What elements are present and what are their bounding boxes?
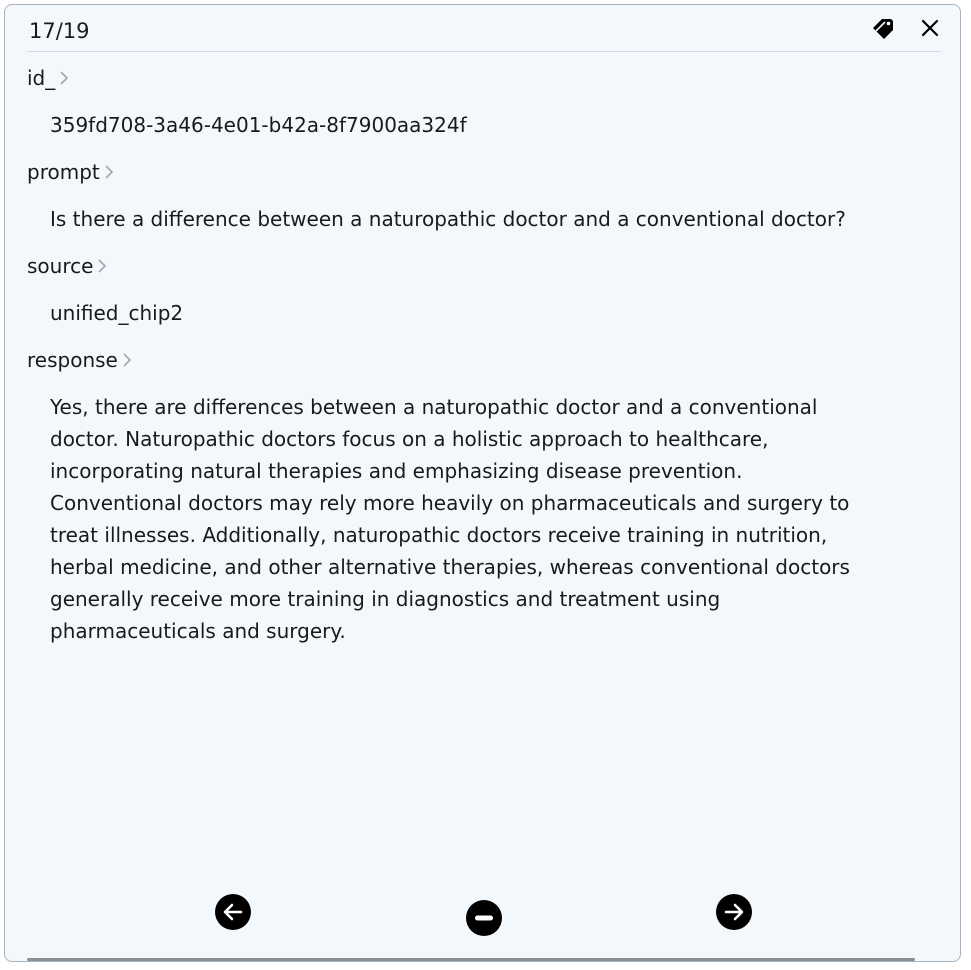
- close-icon: [917, 15, 943, 41]
- remove-button[interactable]: [466, 900, 502, 936]
- chevron-right-icon[interactable]: [97, 257, 107, 275]
- record-counter: 17/19: [29, 19, 90, 43]
- header-bar: [27, 5, 941, 52]
- response-line: pharmaceuticals and surgery.: [50, 619, 346, 643]
- arrow-right-icon: [716, 894, 752, 930]
- tag-icon: [869, 15, 897, 43]
- field-key-response: [27, 347, 132, 373]
- field-value-response: [50, 391, 895, 647]
- field-key-source: [27, 253, 107, 279]
- vertical-scrollbar[interactable]: [960, 45, 961, 931]
- response-line: treat illnesses. Additionally, naturopathic doctors receive training in nutrition,: [50, 523, 828, 547]
- chevron-right-icon[interactable]: [122, 351, 132, 369]
- field-key-id: [27, 65, 69, 91]
- field-key-prompt: [27, 159, 114, 185]
- response-line: incorporating natural therapies and emphasizing disease prevention.: [50, 459, 743, 483]
- next-button[interactable]: [716, 894, 752, 930]
- field-value-source: unified_chip2: [50, 301, 184, 325]
- horizontal-scrollbar[interactable]: [27, 958, 915, 961]
- field-key-label: response: [27, 348, 118, 372]
- minus-circle-icon: [466, 900, 502, 936]
- tag-button[interactable]: [869, 15, 897, 43]
- previous-button[interactable]: [215, 894, 251, 930]
- chevron-right-icon[interactable]: [104, 163, 114, 181]
- response-line: generally receive more training in diagnostics and treatment using: [50, 587, 721, 611]
- response-line: doctor. Naturopathic doctors focus on a holistic approach to healthcare,: [50, 427, 769, 451]
- record-viewer-window: [4, 4, 961, 962]
- response-line: Conventional doctors may rely more heavily on pharmaceuticals and surgery to: [50, 491, 850, 515]
- field-key-label: id_: [27, 66, 56, 90]
- field-value-prompt: Is there a difference between a naturopathic doctor and a conventional doctor?: [50, 207, 846, 231]
- arrow-left-icon: [215, 894, 251, 930]
- field-value-id: 359fd708-3a46-4e01-b42a-8f7900aa324f: [50, 113, 467, 137]
- field-key-label: prompt: [27, 160, 100, 184]
- response-line: herbal medicine, and other alternative therapies, whereas conventional doctors: [50, 555, 850, 579]
- response-line: Yes, there are differences between a naturopathic doctor and a conventional: [50, 395, 818, 419]
- chevron-right-icon[interactable]: [59, 69, 69, 87]
- close-button[interactable]: [917, 15, 943, 41]
- field-key-label: source: [27, 254, 94, 278]
